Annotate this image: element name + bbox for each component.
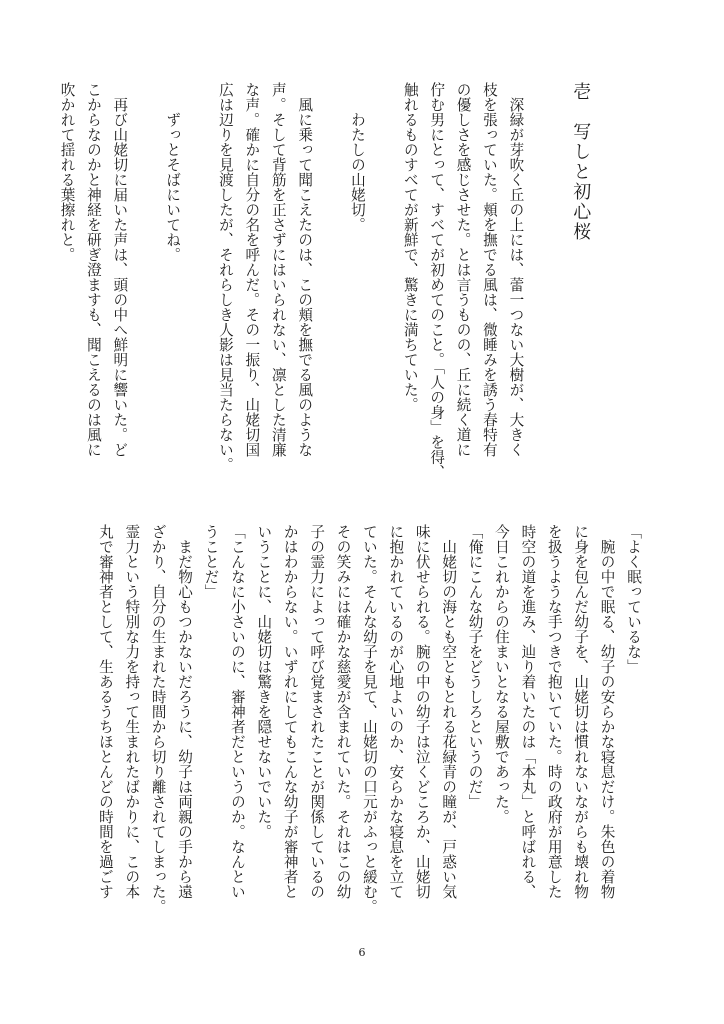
top-text-line: 声。そして背筋を正さずにはいられない、凛とした清廉 <box>269 82 287 457</box>
bottom-text-line: 腕の中で眠る、幼子の安らかな寝息だけ。朱色の着物 <box>598 524 616 899</box>
bottom-text-line: 丸で審神者として、生あるうちほとんどの時間を過ごす <box>96 524 114 899</box>
top-text-line: 吹かれて揺れる葉擦れと。 <box>58 82 76 262</box>
text-block-top <box>53 82 646 502</box>
bottom-text-line: ざかり、自分の生まれた時間から切り離されてしまった。 <box>149 524 167 914</box>
top-text-line: 広は辺りを見渡したが、それらしき人影は見当たらない。 <box>216 82 234 472</box>
bottom-text-line: 子の霊力によって呼び覚まされたことが関係しているの <box>308 524 326 899</box>
top-text-line: 枝を張っていた。頬を撫でる風は、微睡みを誘う春特有 <box>480 82 498 457</box>
bottom-text-line: 味に伏せられる。腕の中の幼子は泣くどころか、山姥切 <box>413 524 431 899</box>
bottom-text-line: を扱うような手つきで抱いていた。時の政府が用意した <box>545 524 563 899</box>
bottom-text-line: まだ物心もつかないだろうに、幼子は両親の手から遠 <box>176 524 194 899</box>
page-number: 6 <box>358 946 366 959</box>
text-block-bottom <box>91 524 646 934</box>
chapter-title: 壱 写しと初心桜 <box>570 82 592 242</box>
paragraph-gap <box>317 82 343 502</box>
bottom-text-line: 「俺にこんな幼子をどうしろというのだ」 <box>466 524 484 809</box>
bottom-text-line: 「こんなに小さいのに、審神者だというのか。なんとい <box>228 524 246 899</box>
bottom-text-line: に抱かれているのが心地よいのか、安らかな寝息を立て <box>387 524 405 899</box>
top-text-line: ずっとそばにいてね。 <box>164 82 182 262</box>
top-text-line: 触れるものすべてが新鮮で、驚きに満ちていた。 <box>401 82 419 412</box>
bottom-text-line: いうことに、山姥切は驚きを隠せないでいた。 <box>255 524 273 839</box>
bottom-text-line: 霊力という特別な力を持って生まれたばかりに、この本 <box>123 524 141 899</box>
bottom-text-line: 山姥切の海とも空ともとれる花緑青の瞳が、戸惑い気 <box>440 524 458 899</box>
top-text-line: 佇む男にとって、すべてが初めてのこと。「人の身」を得、 <box>428 82 446 480</box>
paragraph-gap <box>370 82 396 502</box>
bottom-text-line: その笑みには確かな慈愛が含まれていた。それはこの幼 <box>334 524 352 899</box>
paragraph-gap <box>132 82 158 502</box>
bottom-text-line: に身を包んだ幼子を、山姥切は慣れないながらも壊れ物 <box>572 524 590 899</box>
top-text-line: 再び山姥切に届いた声は、頭の中へ鮮明に響いた。ど <box>111 82 129 457</box>
top-text-line: こからなのかと神経を研ぎ澄ますも、聞こえるのは風に <box>84 82 102 457</box>
bottom-text-line: かはわからない。いずれにしてもこんな幼子が審神者と <box>281 524 299 899</box>
bottom-text-line: 今日これからの住まいとなる屋敷であった。 <box>492 524 510 824</box>
top-text-line: 風に乗って聞こえたのは、この頬を撫でる風のような <box>296 82 314 457</box>
top-text-line: わたしの山姥切。 <box>348 82 366 232</box>
top-text-line: の優しさを感じさせた。とは言うものの、丘に続く道に <box>454 82 472 457</box>
top-text-line: な声。確かに自分の名を呼んだ。その一振り、山姥切国 <box>243 82 261 457</box>
top-text-line: 深緑が芽吹く丘の上には、蕾一つない大樹が、大きく <box>507 82 525 457</box>
bottom-text-line: 時空の道を進み、辿り着いたのは「本丸」と呼ばれる、 <box>519 524 537 899</box>
bottom-text-line: 「よく眠っているな」 <box>625 524 642 674</box>
bottom-text-line: うことだ」 <box>202 524 220 599</box>
paragraph-gap <box>185 82 211 502</box>
bottom-text-line: ていた。そんな幼子を見て、山姥切の口元がふっと緩む。 <box>360 524 378 914</box>
